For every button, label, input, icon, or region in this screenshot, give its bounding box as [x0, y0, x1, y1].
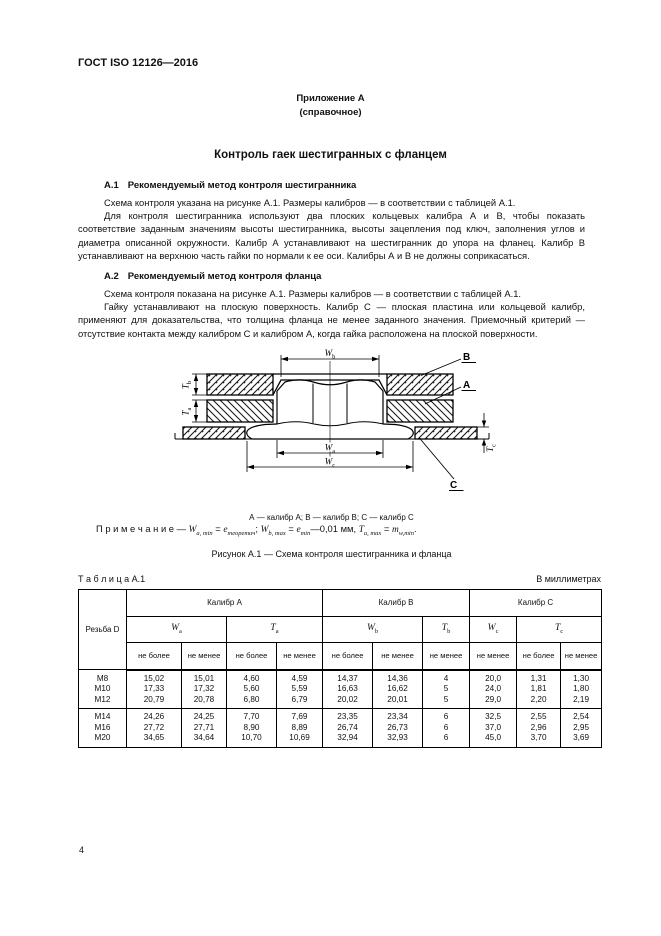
limit-wa-max: не более	[127, 642, 182, 670]
section-a2-heading	[104, 271, 585, 282]
col-thread-header: Резьба D	[79, 589, 127, 670]
gauge-b-label: B	[462, 351, 470, 363]
limit-wb-max: не более	[323, 642, 373, 670]
limit-ta-max: не более	[227, 642, 277, 670]
table-row: M8 15,02 15,01 4,60 4,59 14,37 14,36 4 20,0 1,31 1,30	[79, 670, 602, 685]
limit-tc-min: не менее	[561, 642, 602, 670]
limit-wc-min: не менее	[470, 642, 517, 670]
col-wc: $W_c$	[470, 616, 517, 642]
col-wa: $W_a$	[127, 616, 227, 642]
table-row: M16 27,72 27,71 8,90 8,89 26,74 26,73 6 37,0 2,96 2,95	[79, 723, 602, 734]
standard-number: ГОСТ ISO 12126—2016	[78, 57, 199, 69]
annex-line2: (справочное)	[299, 107, 362, 118]
section-a2-paragraph-2: Гайку устанавливают на плоскую поверхность. Калибр С — плоская пластина или кольцевой калибр, применяют для доказательства, что толщина фланца не менее заданного значения. Приемочный критерий — отсутствие контакта между калибром С и калибром А, когда гайка расположена на плоской поверхности.	[78, 301, 585, 339]
limit-tc-max: не более	[517, 642, 561, 670]
dim-label-wb: $W_b$	[324, 347, 335, 361]
document-title: Контроль гаек шестигранных с фланцем	[214, 149, 447, 161]
dim-label-ta: $T_a$	[180, 407, 193, 416]
dimension-tb	[192, 374, 207, 395]
table-row: M10 17,33 17,32 5,60 5,59 16,63 16,62 5 24,0 1,81 1,80	[79, 684, 602, 695]
dim-label-tb: $T_b$	[180, 380, 193, 389]
group-gauge-a: Калибр А	[127, 589, 323, 616]
limit-wb-min: не менее	[373, 642, 423, 670]
figure-caption: Рисунок А.1 — Схема контроля шестигранника и фланца	[211, 548, 452, 559]
table-row: M20 34,65 34,64 10,70 10,69 32,94 32,93 6 45,0 3,70 3,69	[79, 733, 602, 747]
note-label: П р и м е ч а н и е —	[96, 522, 189, 534]
gauge-c-label: C	[449, 479, 457, 491]
section-a2-title: Рекомендуемый метод контроля фланца	[127, 271, 322, 283]
annex-line1: Приложение А	[296, 93, 365, 104]
dim-label-wc: $W_c$	[324, 456, 335, 469]
table-row: M12 20,79 20,78 6,80 6,79 20,02 20,01 5 29,0 2,20 2,19	[79, 695, 602, 709]
section-a2-number: А.2	[104, 271, 119, 283]
col-ta: $T_a$	[227, 616, 323, 642]
gauge-control-diagram	[167, 347, 497, 505]
dim-label-tc: $T_c$	[484, 443, 497, 452]
main-content	[78, 180, 601, 748]
section-a1-heading	[104, 180, 585, 191]
section-a2-paragraph-1: Схема контроля показана на рисунке А.1. Размеры калибров — в соответствии с таблицей А.1.	[104, 288, 522, 300]
table-units: В миллиметрах	[536, 573, 601, 584]
figure-legend: А — калибр А; В — калибр В; С — калибр С	[249, 512, 414, 522]
section-a1-number: А.1	[104, 180, 119, 191]
group-gauge-c: Калибр С	[470, 589, 602, 616]
group-gauge-b: Калибр В	[323, 589, 470, 616]
figure-note: П р и м е ч а н и е — $W_{a, min} = e_{теоретич}$; $W_{b, max}$ = $e_{min}—0,01$ мм, $T_{a, max} = m_{w,min}$.	[96, 522, 417, 537]
section-a1-paragraph-1: Схема контроля указана на рисунке А.1. Размеры калибров — в соответствии с таблицей А.1.	[104, 197, 516, 208]
limit-tb-min: не менее	[423, 642, 470, 670]
limit-wa-min: не менее	[182, 642, 227, 670]
page-number: 4	[79, 845, 85, 855]
dim-label-wa: $W_a$	[324, 442, 335, 455]
gauge-c-shape	[175, 427, 489, 439]
gauge-a-label: A	[462, 379, 470, 391]
col-wb: $W_b$	[323, 616, 423, 642]
dimension-ta	[192, 400, 207, 422]
annex-heading	[0, 92, 661, 120]
limit-ta-min: не менее	[277, 642, 323, 670]
table-a1	[78, 589, 602, 748]
section-a1-title: Рекомендуемый метод контроля шестигранника	[127, 180, 357, 191]
col-tc: $T_c$	[517, 616, 602, 642]
figure-a1	[167, 347, 497, 510]
col-tb: $T_b$	[423, 616, 470, 642]
table-label: Т а б л и ц а А.1	[78, 573, 146, 584]
table-header-row	[78, 574, 601, 584]
section-a1-paragraph-2: Для контроля шестигранника используют два плоских кольцевых калибра А и В, чтобы показать соответствие заданным значениям высоты шестигранника, высоты зацепления под ключ, заполнения углов и диаметра описанной окружности. Калибр А устанавливают на шестигранник до упора на фланец. Калибр В устанавливают на верхнюю часть гайки по нормали к ее оси. Калибры А и В не должны соприкасаться.	[78, 210, 585, 261]
table-row: M14 24,26 24,25 7,70 7,69 23,35 23,34 6 32,5 2,55 2,54	[79, 709, 602, 723]
